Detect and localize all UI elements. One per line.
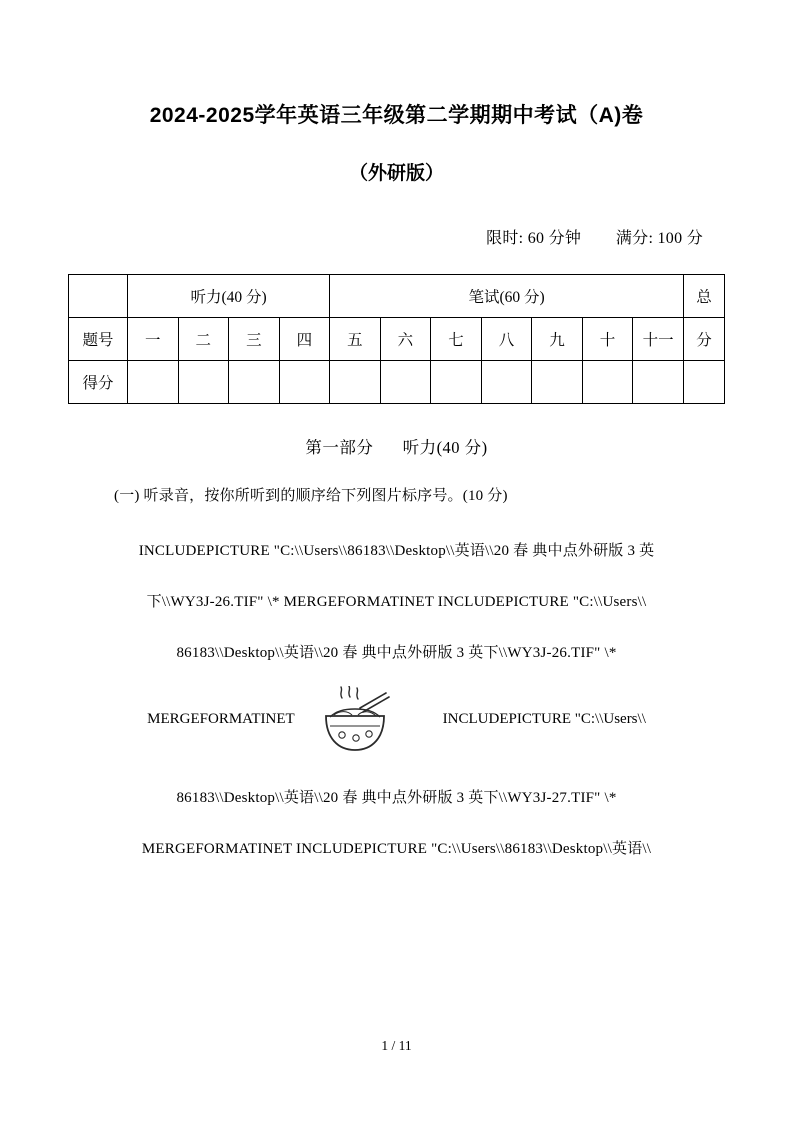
include-picture-line: INCLUDEPICTURE "C:\\Users\\86183\\Desktop\\英语\\20 春 典中点外研版 3 英 bbox=[138, 542, 655, 559]
title-block bbox=[68, 100, 725, 185]
score-cell[interactable] bbox=[178, 360, 229, 403]
include-picture-text-right: INCLUDEPICTURE "C:\\Users\\ bbox=[442, 711, 646, 727]
score-cell[interactable] bbox=[633, 360, 684, 403]
score-cell[interactable] bbox=[582, 360, 633, 403]
full-marks-text: 满分: 100 分 bbox=[615, 229, 703, 247]
question-number-cell: 四 bbox=[279, 317, 330, 360]
question-number-cell: 六 bbox=[380, 317, 431, 360]
question-number-cell: 十 bbox=[582, 317, 633, 360]
part-one-section: 听力(40 分) bbox=[402, 437, 488, 457]
page-subtitle: （外研版） bbox=[348, 162, 444, 184]
table-row-scores bbox=[69, 360, 725, 403]
row-label-score: 得分 bbox=[69, 360, 128, 403]
score-cell[interactable] bbox=[330, 360, 381, 403]
include-picture-line: 86183\\Desktop\\英语\\20 春 典中点外研版 3 英下\\WY3J-26.TIF" \* bbox=[176, 644, 617, 661]
page-title: 2024-2025学年英语三年级第二学期期中考试（A)卷 bbox=[149, 104, 644, 127]
score-cell[interactable] bbox=[380, 360, 431, 403]
score-cell[interactable] bbox=[532, 360, 583, 403]
total-header-cell-top: 总 bbox=[684, 274, 725, 317]
score-table bbox=[68, 274, 725, 404]
corner-cell-blank bbox=[69, 274, 128, 317]
question-number-cell: 三 bbox=[229, 317, 280, 360]
include-picture-line: MERGEFORMATINET INCLUDEPICTURE "C:\\Users\\86183\\Desktop\\英语\\ bbox=[141, 840, 652, 857]
listening-header-cell: 听力(40 分) bbox=[128, 274, 330, 317]
time-limit-text: 限时: 60 分钟 bbox=[486, 229, 582, 247]
question-number-cell: 一 bbox=[128, 317, 179, 360]
score-cell[interactable] bbox=[128, 360, 179, 403]
include-picture-line: 下\\WY3J-26.TIF" \* MERGEFORMATINET INCLUDEPICTURE "C:\\Users\\ bbox=[146, 593, 647, 610]
question-number-cell: 八 bbox=[481, 317, 532, 360]
table-row-question-numbers bbox=[69, 317, 725, 360]
score-cell[interactable] bbox=[481, 360, 532, 403]
question-number-cell: 十一 bbox=[633, 317, 684, 360]
include-picture-line: 86183\\Desktop\\英语\\20 春 典中点外研版 3 英下\\WY3J-27.TIF" \* bbox=[176, 789, 617, 806]
row-label-question-number: 题号 bbox=[69, 317, 128, 360]
question-number-cell: 九 bbox=[532, 317, 583, 360]
mergeformat-text-left: MERGEFORMATINET bbox=[147, 711, 295, 727]
written-header-cell: 笔试(60 分) bbox=[330, 274, 684, 317]
part-one-label: 第一部分 bbox=[305, 437, 374, 457]
part-one-heading bbox=[68, 434, 725, 458]
score-cell[interactable] bbox=[279, 360, 330, 403]
total-header-cell-bottom: 分 bbox=[684, 317, 725, 360]
page-number: 1 / 11 bbox=[381, 1038, 412, 1053]
total-score-cell[interactable] bbox=[684, 360, 725, 403]
picture-row bbox=[68, 684, 725, 756]
question-number-cell: 七 bbox=[431, 317, 482, 360]
question-number-cell: 五 bbox=[330, 317, 381, 360]
exam-limits bbox=[68, 225, 725, 248]
question-number-cell: 二 bbox=[178, 317, 229, 360]
noodle-bowl-icon bbox=[295, 684, 415, 756]
score-cell[interactable] bbox=[431, 360, 482, 403]
table-row-headers bbox=[69, 274, 725, 317]
question-one-prompt: (一) 听录音，按你所听到的顺序给下列图片标序号。(10 分) bbox=[114, 487, 508, 504]
score-cell[interactable] bbox=[229, 360, 280, 403]
page-footer bbox=[0, 1038, 793, 1054]
